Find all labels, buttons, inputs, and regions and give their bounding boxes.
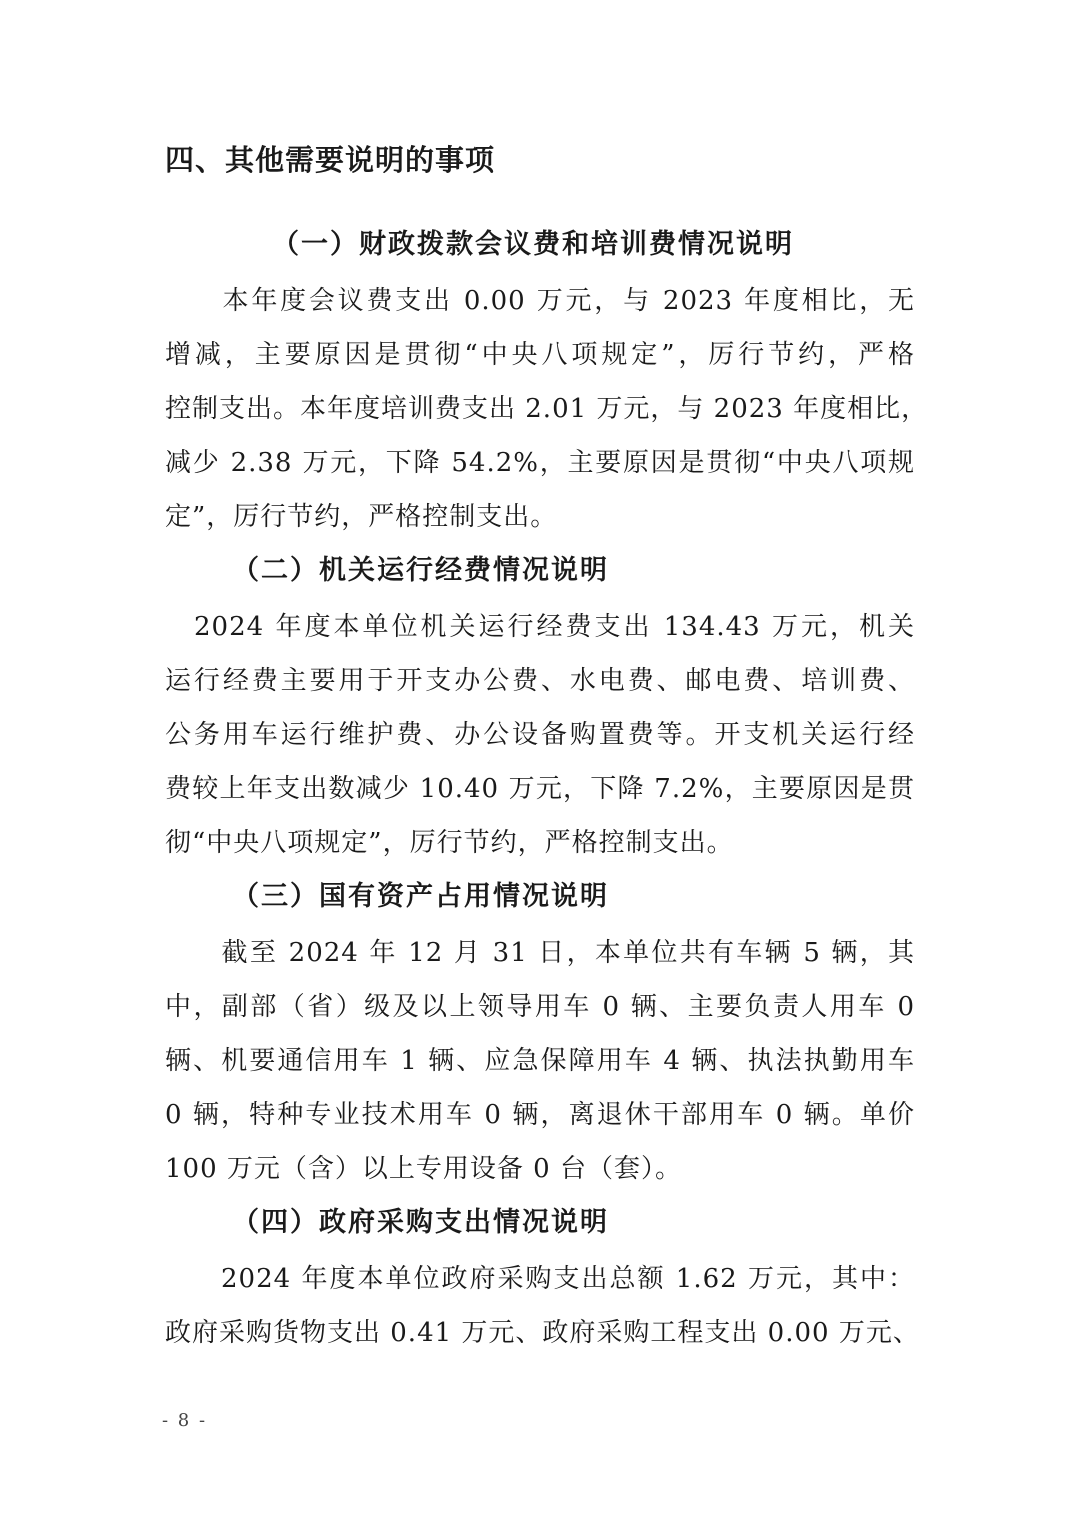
paragraph-procurement [165,1252,920,1360]
text-line: 截至 2024 年 12 月 31 日，本单位共有车辆 5 辆，其 [165,938,915,968]
text-line: 定”，厉行节约，严格控制支出。 [165,502,558,532]
subsection-heading-operating-expenses: （二）机关运行经费情况说明 [232,555,609,586]
text-line: 公务用车运行维护费、办公设备购置费等。开支机关运行经 [165,720,915,750]
text-line: 本年度会议费支出 0.00 万元，与 2023 年度相比，无 [165,286,915,316]
text-line: 减少 2.38 万元，下降 54.2%，主要原因是贯彻“中央八项规 [165,448,915,478]
text-line: 彻“中央八项规定”，厉行节约，严格控制支出。 [165,828,734,858]
text-line: 2024 年度本单位政府采购支出总额 1.62 万元，其中： [165,1264,915,1294]
subsection-heading-meeting-training: （一）财政拨款会议费和培训费情况说明 [272,229,794,260]
page-number: - 8 - [162,1410,208,1431]
text-line: 控制支出。本年度培训费支出 2.01 万元，与 2023 年度相比， [165,394,929,424]
section-heading: 四、其他需要说明的事项 [165,143,496,177]
subsection-heading-state-assets: （三）国有资产占用情况说明 [232,881,609,912]
text-line: 0 辆，特种专业技术用车 0 辆，离退休干部用车 0 辆。单价 [165,1100,915,1130]
text-line: 运行经费主要用于开支办公费、水电费、邮电费、培训费、 [165,666,915,696]
text-line: 费较上年支出数减少 10.40 万元，下降 7.2%，主要原因是贯 [165,774,915,804]
text-line: 中，副部（省）级及以上领导用车 0 辆、主要负责人用车 0 [165,992,915,1022]
subsection-heading-procurement: （四）政府采购支出情况说明 [232,1207,609,1238]
paragraph-state-assets [165,926,915,1196]
paragraph-operating-expenses [165,600,915,870]
text-line: 增减，主要原因是贯彻“中央八项规定”，厉行节约，严格 [165,340,915,370]
text-line: 辆、机要通信用车 1 辆、应急保障用车 4 辆、执法执勤用车 [165,1046,915,1076]
text-line: 2024 年度本单位机关运行经费支出 134.43 万元，机关 [165,612,915,642]
text-line: 100 万元（含）以上专用设备 0 台（套）。 [165,1154,682,1184]
text-line: 政府采购货物支出 0.41 万元、政府采购工程支出 0.00 万元、 [165,1318,920,1348]
paragraph-meeting-training [165,274,929,544]
